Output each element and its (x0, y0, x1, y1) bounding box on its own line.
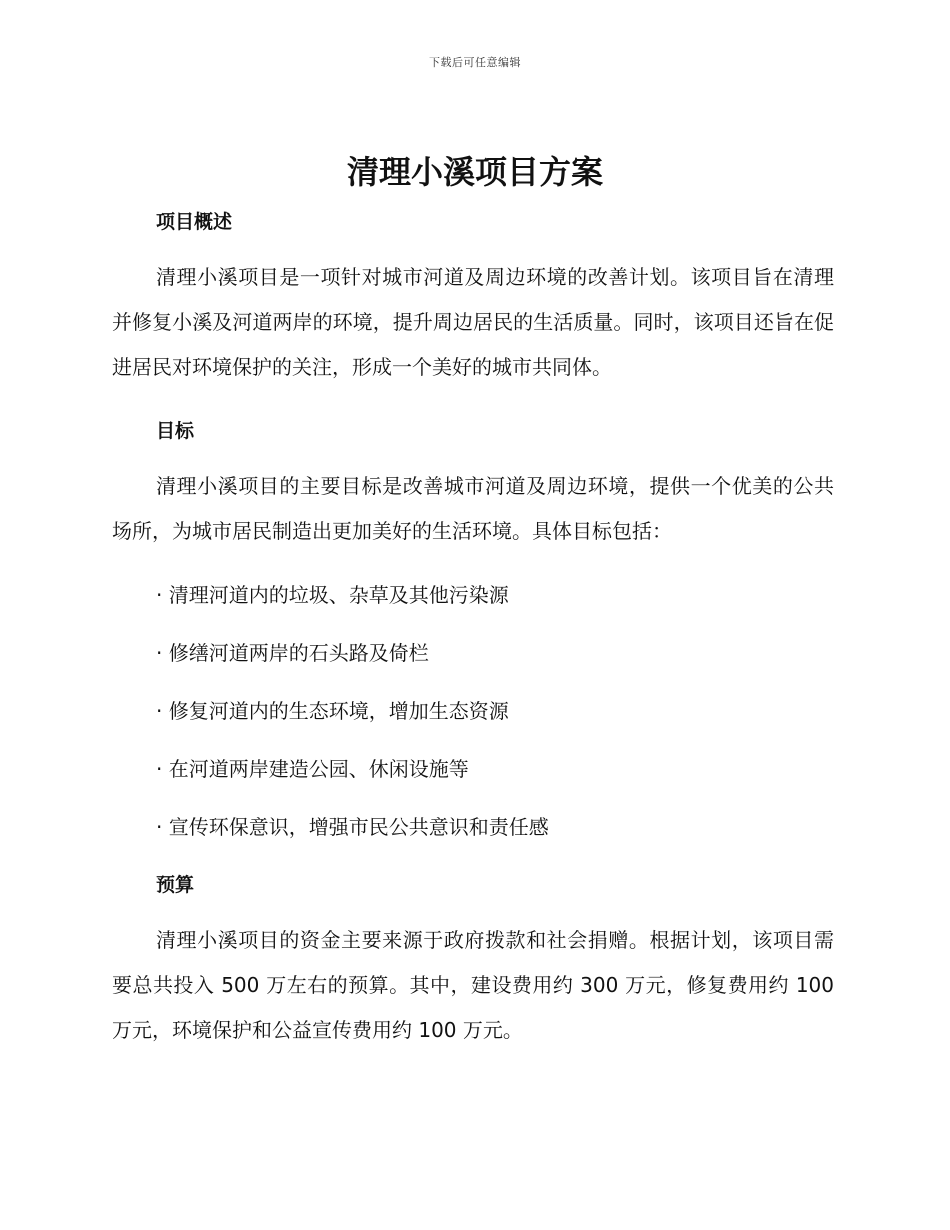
list-item: · 在河道两岸建造公园、休闲设施等 (156, 757, 469, 781)
overview-paragraph: 清理小溪项目是一项针对城市河道及周边环境的改善计划。该项目旨在清理并修复小溪及河道两岸的环境，提升周边居民的生活质量。同时，该项目还旨在促进居民对环境保护的关注，形成一个美好的城市共同体。 (112, 265, 834, 379)
section-heading-budget: 预算 (156, 874, 195, 896)
list-item: · 清理河道内的垃圾、杂草及其他污染源 (156, 583, 509, 607)
document-title: 清理小溪项目方案 (346, 153, 603, 191)
section-heading-goals: 目标 (156, 420, 195, 442)
goals-paragraph: 清理小溪项目的主要目标是改善城市河道及周边环境，提供一个优美的公共场所，为城市居民制造出更加美好的生活环境。具体目标包括： (112, 474, 834, 543)
document-body (112, 205, 834, 1053)
budget-paragraph: 清理小溪项目的资金主要来源于政府拨款和社会捐赠。根据计划，该项目需要总共投入 500 万左右的预算。其中，建设费用约 300 万元，修复费用约 100 万元，环境保护和公益宣传费用约 100 万元。 (112, 928, 834, 1042)
list-item: · 宣传环保意识，增强市民公共意识和责任感 (156, 815, 549, 839)
list-item: · 修缮河道两岸的石头路及倚栏 (156, 641, 429, 665)
list-item: · 修复河道内的生态环境，增加生态资源 (156, 699, 509, 723)
section-heading-overview: 项目概述 (156, 211, 233, 233)
header-note: 下载后可任意编辑 (429, 56, 521, 69)
goals-list (112, 578, 834, 844)
